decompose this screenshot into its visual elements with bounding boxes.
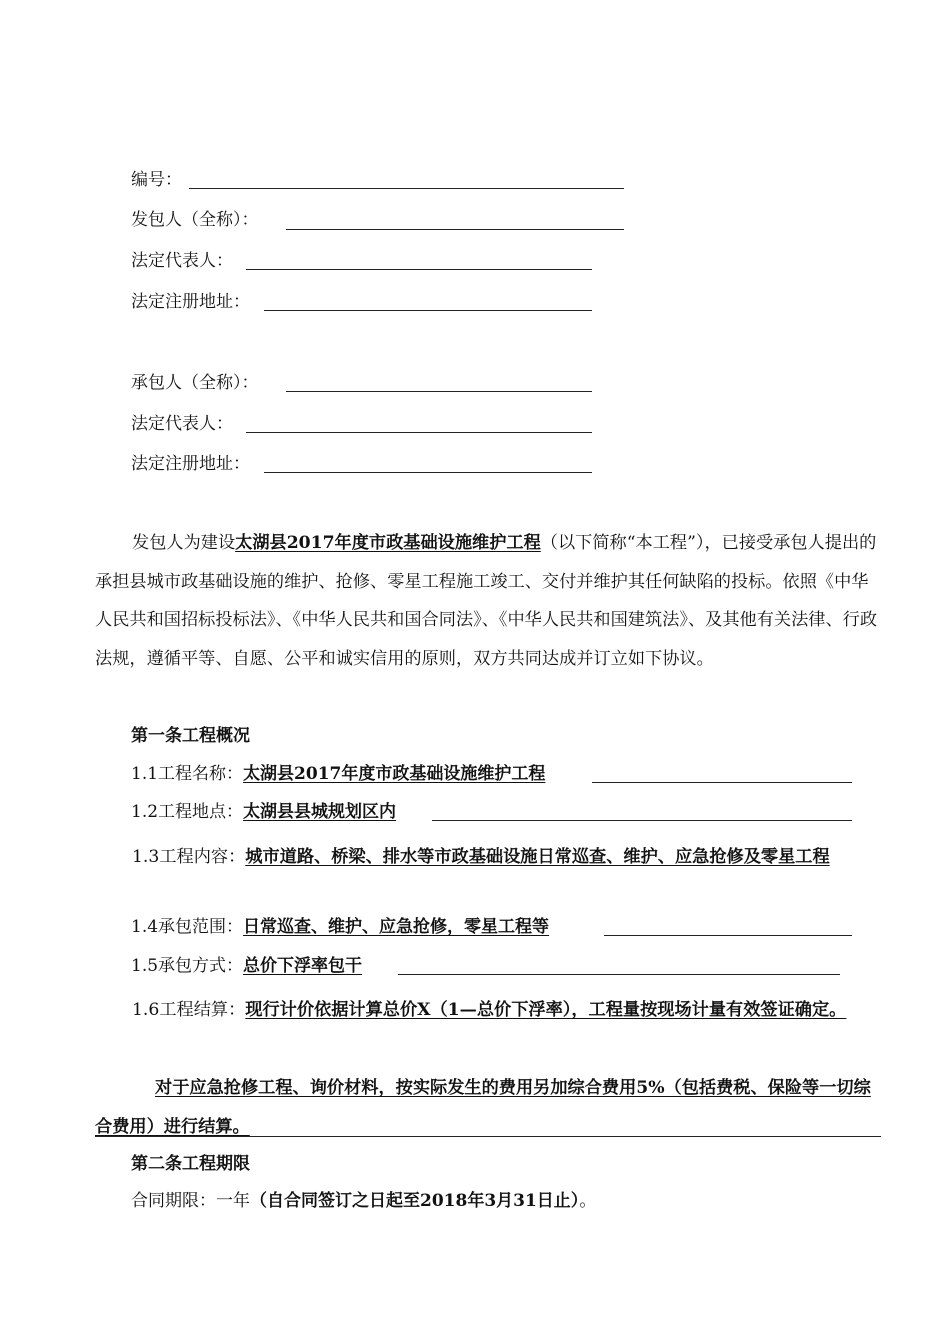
contractor-addr-blank[interactable]	[264, 472, 592, 473]
project-name: 太湖县2017年度市政基础设施维护工程	[235, 533, 541, 553]
contractor-rep-field	[131, 412, 233, 436]
contractor-addr-label: 法定注册地址：	[131, 454, 250, 474]
item-1-6-value: 现行计价依据计算总价X（1—总价下浮率），工程量按现场计量有效签证确定。	[245, 1000, 847, 1020]
item-1-1-blank	[592, 782, 852, 783]
item-1-4-value: 日常巡查、维护、应急抢修，零星工程等	[243, 917, 550, 937]
contractor-rep-blank[interactable]	[246, 432, 592, 433]
settlement-extra	[95, 1069, 881, 1146]
employer-addr-blank[interactable]	[264, 310, 592, 311]
term-label: 合同期限：一年	[131, 1191, 250, 1211]
contractor-blank[interactable]	[286, 391, 592, 392]
item-1-4-label: 1.4承包范围：	[131, 917, 244, 937]
contractor-rep-label: 法定代表人：	[131, 414, 233, 434]
item-1-6	[95, 991, 881, 1030]
intro-rest: （以下简称“本工程”），已接受承包人提出的承担县城市政基础设施的维护、抢修、零星工程施工竣工、交付并维护其任何缺陷的投标。依照《中华人民共和国招标投标法》、《中华人民共和国合同法》、《中华人民共和国建筑法》、及其他有关法律、行政法规，遵循平等、自愿、公平和诚实信用的原则，双方共同达成并订立如下协议。	[95, 533, 878, 669]
item-1-3-label: 1.3工程内容：	[132, 847, 246, 867]
employer-addr-field	[131, 290, 250, 314]
term-value: （自合同签订之日起至2018年3月31日止）	[250, 1191, 580, 1211]
employer-addr-label: 法定注册地址：	[131, 292, 250, 312]
contractor-label: 承包人（全称）：	[131, 373, 259, 393]
employer-label: 发包人（全称）：	[131, 210, 259, 230]
item-1-3	[95, 838, 881, 877]
item-1-5-blank	[398, 974, 840, 975]
number-field	[131, 168, 182, 192]
number-blank[interactable]	[189, 188, 624, 189]
item-1-5-label: 1.5承包方式：	[131, 956, 244, 976]
article1-title: 第一条工程概况	[131, 726, 250, 746]
item-1-3-value: 城市道路、桥梁、排水等市政基础设施日常巡查、维护、应急抢修及零星工程	[245, 847, 830, 867]
item-1-4	[131, 915, 549, 939]
item-1-5-value: 总价下浮率包干	[243, 956, 363, 976]
term-end: 。	[579, 1191, 597, 1211]
employer-blank[interactable]	[286, 229, 624, 230]
settlement-rule	[95, 1136, 881, 1137]
intro-paragraph	[95, 524, 881, 678]
item-1-2-blank	[432, 820, 852, 821]
article2-title: 第二条工程期限	[131, 1154, 250, 1174]
item-1-4-blank	[604, 935, 852, 936]
contractor-field	[131, 371, 259, 395]
item-1-1-value: 太湖县2017年度市政基础设施维护工程	[243, 764, 546, 784]
employer-rep-blank[interactable]	[246, 269, 592, 270]
item-1-6-label: 1.6工程结算：	[132, 1000, 246, 1020]
item-1-1-label: 1.1工程名称：	[131, 764, 244, 784]
item-1-2-value: 太湖县县城规划区内	[243, 802, 397, 822]
term-line	[131, 1189, 596, 1213]
employer-field	[131, 208, 259, 232]
number-label: 编号：	[131, 170, 182, 190]
employer-rep-label: 法定代表人：	[131, 251, 233, 271]
item-1-5	[131, 954, 362, 978]
item-1-1	[131, 762, 545, 786]
intro-lead: 发包人为建设	[132, 533, 236, 553]
item-1-2-label: 1.2工程地点：	[131, 802, 244, 822]
item-1-2	[131, 800, 396, 824]
contractor-addr-field	[131, 452, 250, 476]
employer-rep-field	[131, 249, 233, 273]
settlement-extra-text: 对于应急抢修工程、询价材料，按实际发生的费用另加综合费用5%（包括费税、保险等一切综合费用）进行结算。	[95, 1078, 871, 1137]
